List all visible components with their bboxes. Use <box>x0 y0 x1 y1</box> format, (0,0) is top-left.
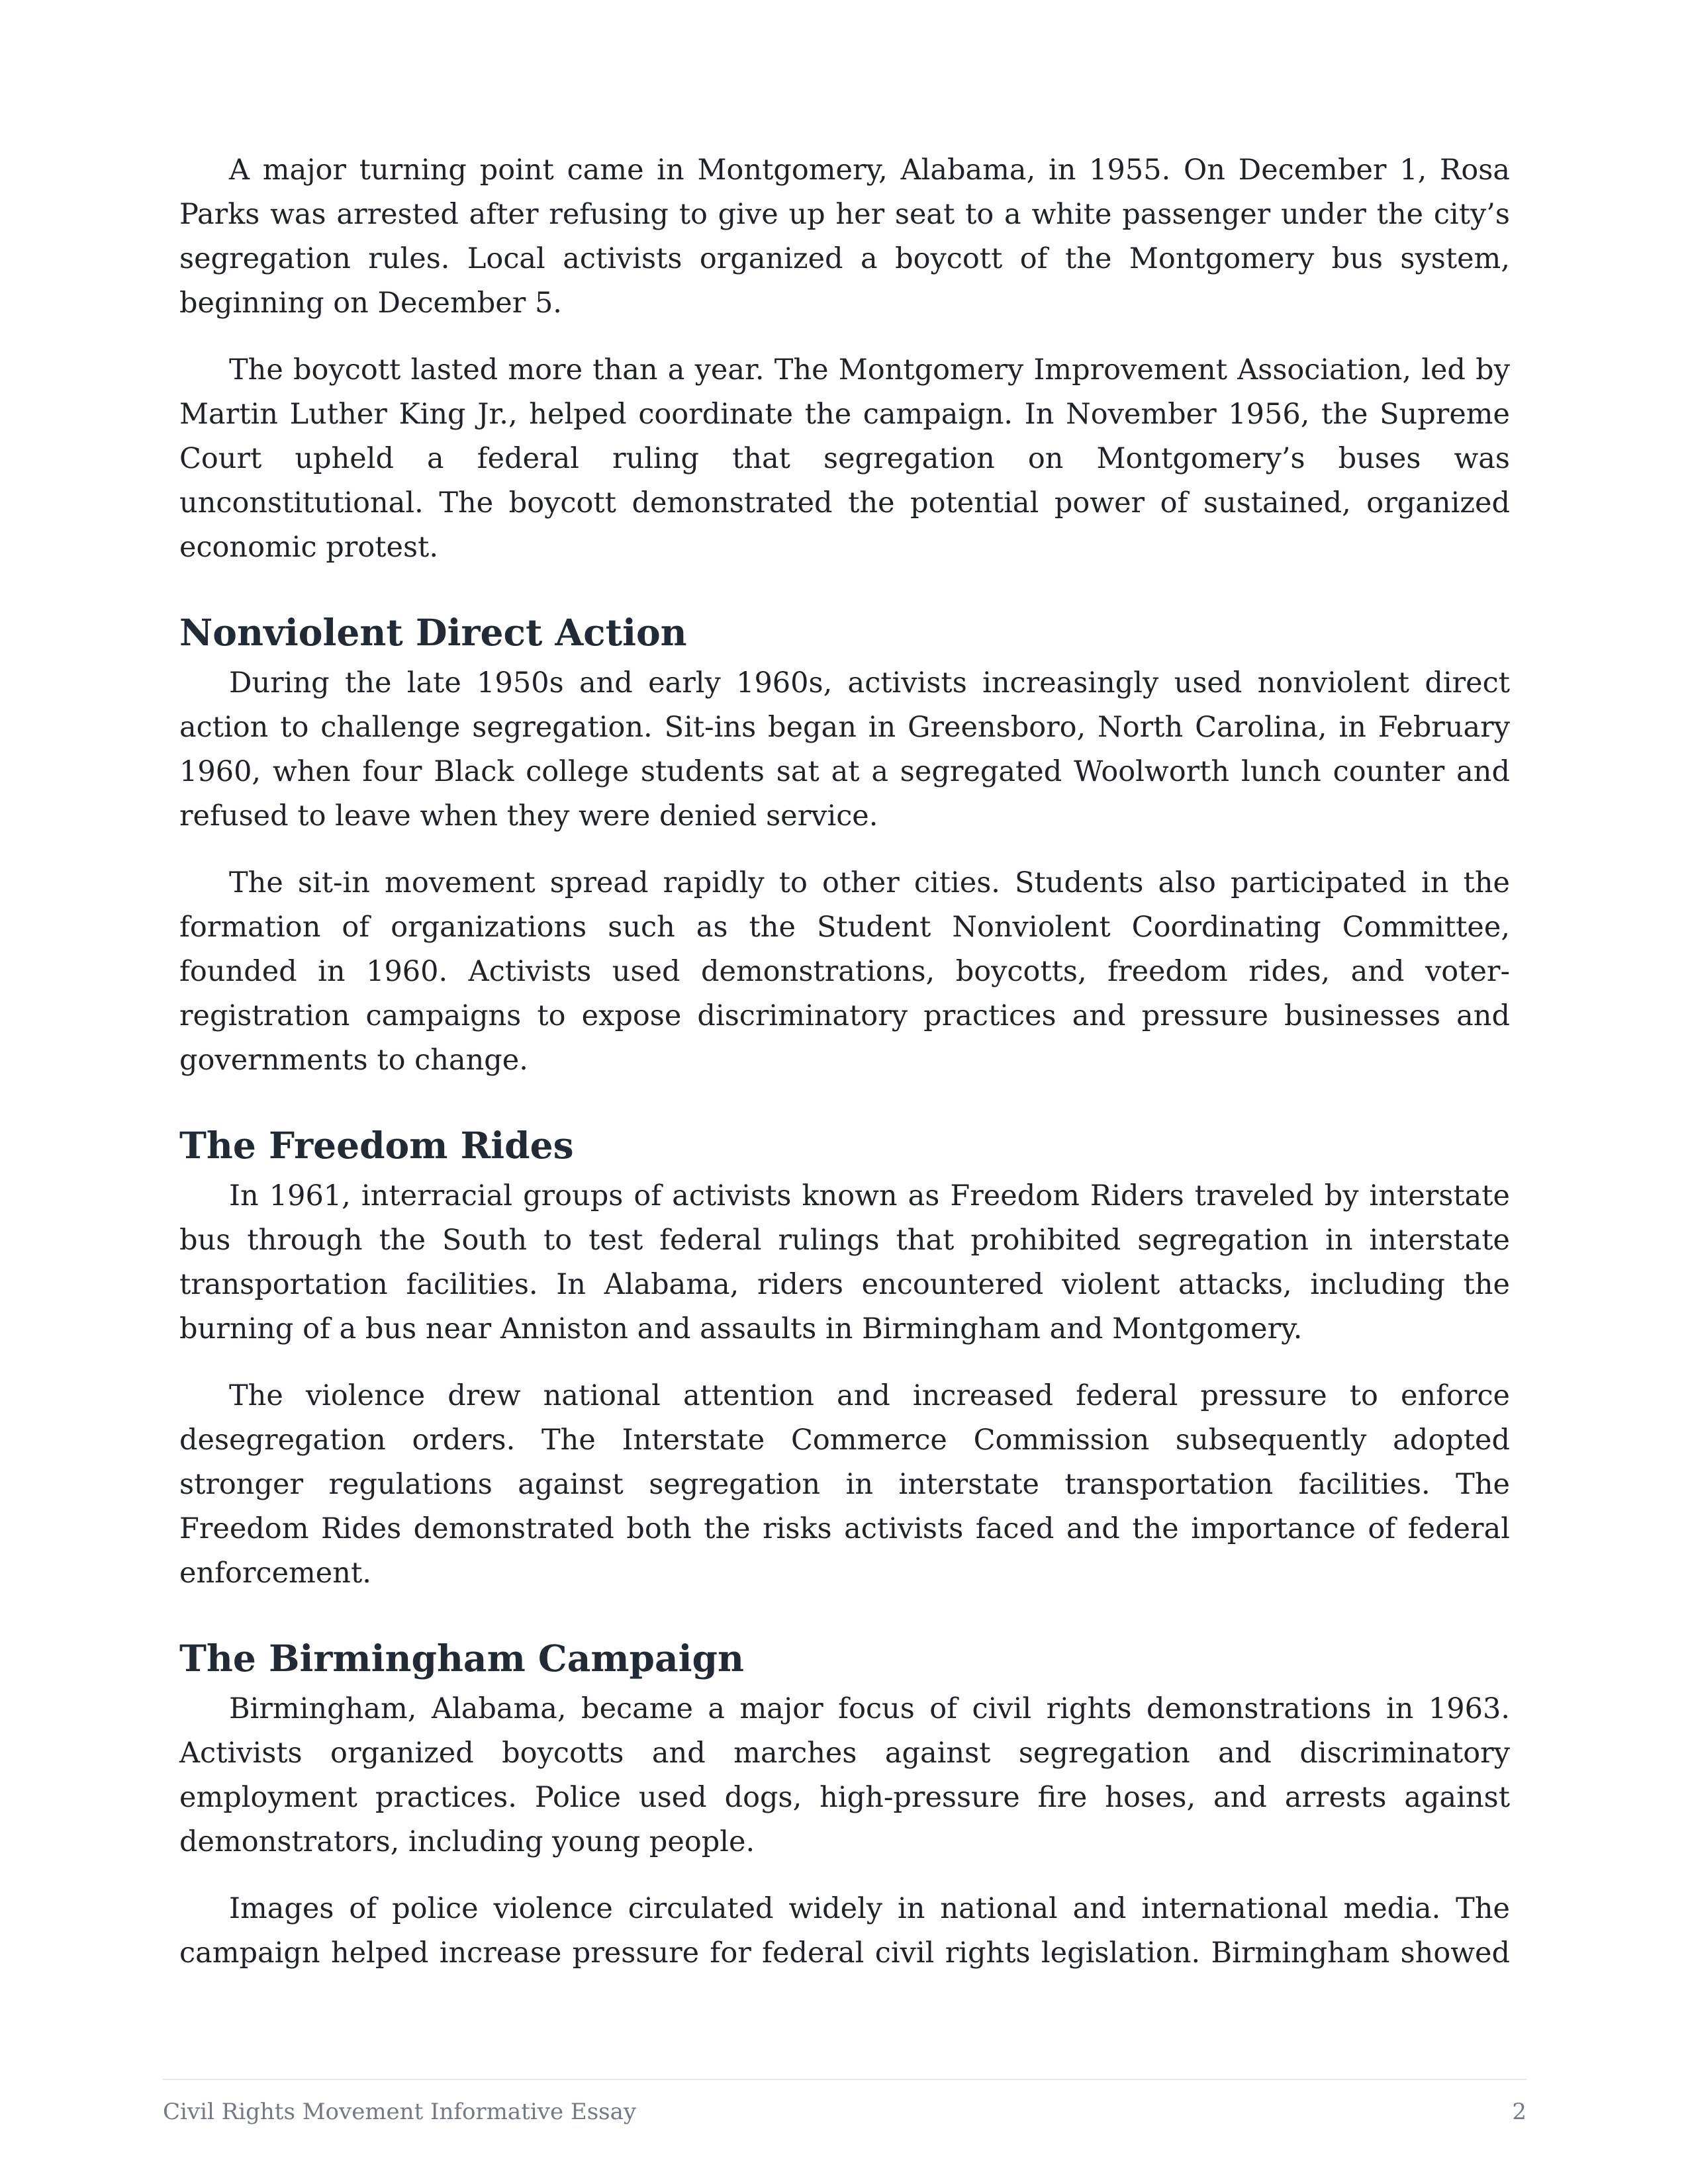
paragraph: Images of police violence circulated widely in national and international media. The campaign helped increase pressure for federal civil rights legislation. Birmingham showed <box>179 1892 1510 1970</box>
page-footer <box>163 2079 1526 2125</box>
section-heading-nonviolent-direct-action: Nonviolent Direct Action <box>179 611 687 654</box>
footer-title: Civil Rights Movement Informative Essay <box>163 2099 637 2125</box>
section-heading-birmingham-campaign: The Birmingham Campaign <box>179 1637 744 1680</box>
page-number: 2 <box>1512 2099 1526 2125</box>
paragraph: During the late 1950s and early 1960s, activists increasingly used nonviolent direct action to challenge segregation. Sit-ins began in Greensboro, North Carolina, in February 1960, when four Black college students sat at a segregated Woolworth lunch counter and refused to leave when they were denied service. <box>179 666 1510 833</box>
paragraph: Birmingham, Alabama, became a major focus of civil rights demonstrations in 1963. Activists organized boycotts and marches against segregation and discriminatory employment practices. Police used dogs, high-pressure fire hoses, and arrests against demonstrators, including young people. <box>179 1692 1510 1858</box>
section-heading-freedom-rides: The Freedom Rides <box>179 1124 574 1167</box>
paragraph: The violence drew national attention and increased federal pressure to enforce desegregation orders. The Interstate Commerce Commission subsequently adopted stronger regulations against segregation in interstate transportation facilities. The Freedom Rides demonstrated both the risks activists faced and the importance of federal enforcement. <box>179 1379 1510 1590</box>
paragraph: A major turning point came in Montgomery, Alabama, in 1955. On December 1, Rosa Parks was arrested after refusing to give up her seat to a white passenger under the city’s segregation rules. Local activists organized a boycott of the Montgomery bus system, beginning on December 5. <box>179 154 1510 320</box>
paragraph: The boycott lasted more than a year. The Montgomery Improvement Association, led by Martin Luther King Jr., helped coordinate the campaign. In November 1956, the Supreme Court upheld a federal ruling that segregation on Montgomery’s buses was unconstitutional. The boycott demonstrated the potential power of sustained, organized economic protest. <box>179 353 1510 564</box>
paragraph: The sit-in movement spread rapidly to other cities. Students also participated in the formation of organizations such as the Student Nonviolent Coordinating Committee, founded in 1960. Activists used demonstrations, boycotts, freedom rides, and voter-registration campaigns to expose discriminatory practices and pressure businesses and governments to change. <box>179 866 1510 1077</box>
paragraph: In 1961, interracial groups of activists known as Freedom Riders traveled by interstate bus through the South to test federal rulings that prohibited segregation in interstate transportation facilities. In Alabama, riders encountered violent attacks, including the burning of a bus near Anniston and assaults in Birmingham and Montgomery. <box>179 1179 1510 1345</box>
page-content <box>179 148 1510 1998</box>
